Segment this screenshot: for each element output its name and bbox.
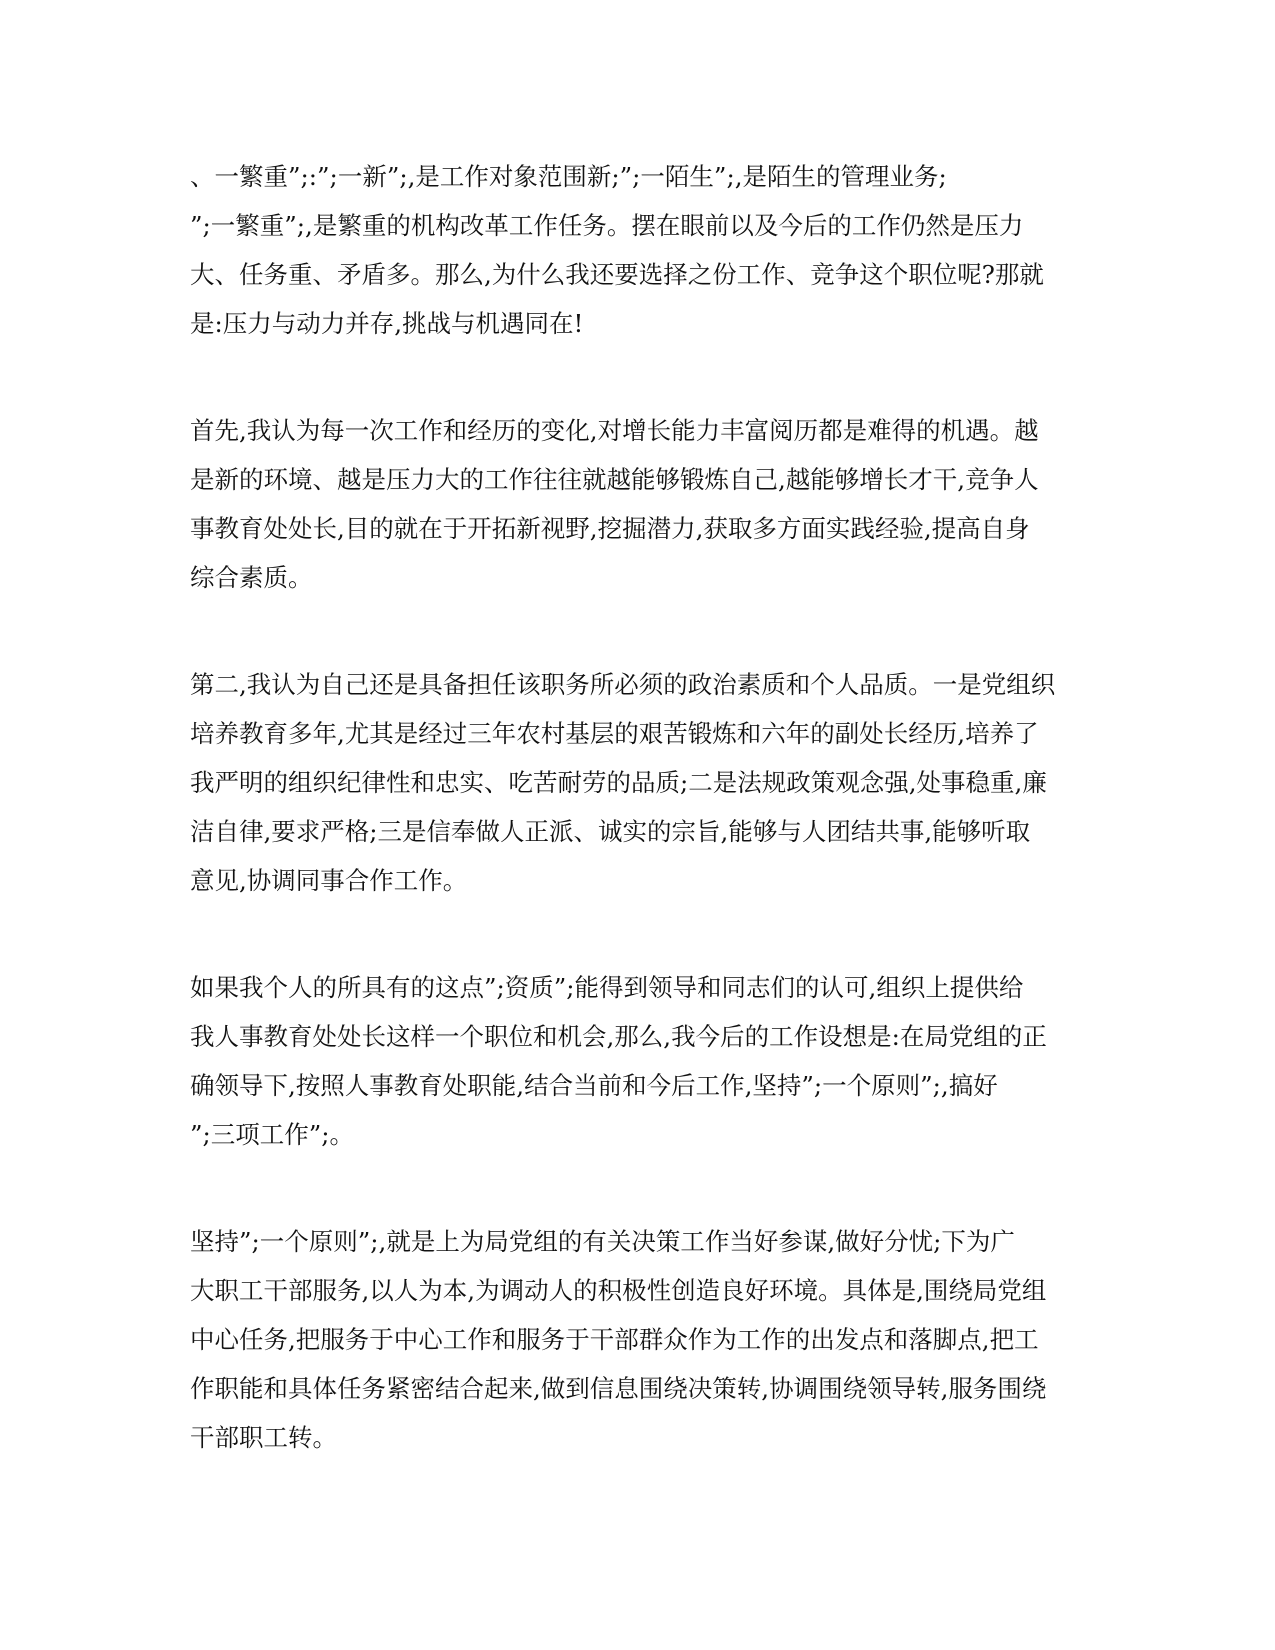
paragraph-line: 干部职工转。	[190, 1423, 337, 1452]
paragraph-line: 坚持”;一个原则”;,就是上为局党组的有关决策工作当好参谋,做好分忧;下为广	[190, 1227, 1015, 1256]
paragraph-line: 意见,协调同事合作工作。	[190, 866, 468, 895]
paragraph-line: 培养教育多年,尤其是经过三年农村基层的艰苦锻炼和六年的副处长经历,培养了	[190, 719, 1039, 748]
paragraph-line: 首先,我认为每一次工作和经历的变化,对增长能力丰富阅历都是难得的机遇。越	[190, 416, 1039, 445]
paragraph-1	[190, 152, 1095, 348]
paragraph-line: 、一繁重”;:”;一新”;,是工作对象范围新;”;一陌生”;,是陌生的管理业务;	[190, 162, 947, 191]
paragraph-5	[190, 1217, 1095, 1462]
paragraph-line: 确领导下,按照人事教育处职能,结合当前和今后工作,坚持”;一个原则”;,搞好	[190, 1071, 998, 1100]
paragraph-line: 大职工干部服务,以人为本,为调动人的积极性创造良好环境。具体是,围绕局党组	[190, 1276, 1047, 1305]
paragraph-3	[190, 660, 1095, 905]
paragraph-line: 中心任务,把服务于中心工作和服务于干部群众作为工作的出发点和落脚点,把工	[190, 1325, 1039, 1354]
paragraph-line: 洁自律,要求严格;三是信奉做人正派、诚实的宗旨,能够与人团结共事,能够听取	[190, 817, 1031, 846]
paragraph-line: 我严明的组织纪律性和忠实、吃苦耐劳的品质;二是法规政策观念强,处事稳重,廉	[190, 768, 1047, 797]
paragraph-line: 如果我个人的所具有的这点”;资质”;能得到领导和同志们的认可,组织上提供给	[190, 973, 1024, 1002]
paragraph-line: 大、任务重、矛盾多。那么,为什么我还要选择之份工作、竞争这个职位呢?那就	[190, 260, 1044, 289]
paragraph-2	[190, 406, 1095, 602]
paragraph-4	[190, 963, 1095, 1159]
paragraph-line: 事教育处处长,目的就在于开拓新视野,挖掘潜力,获取多方面实践经验,提高自身	[190, 514, 1030, 543]
paragraph-line: 第二,我认为自己还是具备担任该职务所必须的政治素质和个人品质。一是党组织	[190, 670, 1056, 699]
paragraph-line: 作职能和具体任务紧密结合起来,做到信息围绕决策转,协调围绕领导转,服务围绕	[190, 1374, 1047, 1403]
document-body	[190, 152, 1095, 1520]
paragraph-line: ”;三项工作”;。	[190, 1120, 355, 1149]
paragraph-line: ”;一繁重”;,是繁重的机构改革工作任务。摆在眼前以及今后的工作仍然是压力	[190, 211, 1024, 240]
paragraph-line: 是:压力与动力并存,挑战与机遇同在!	[190, 309, 584, 338]
paragraph-line: 综合素质。	[190, 563, 313, 592]
paragraph-line: 是新的环境、越是压力大的工作往往就越能够锻炼自己,越能够增长才干,竞争人	[190, 465, 1039, 494]
paragraph-line: 我人事教育处处长这样一个职位和机会,那么,我今后的工作设想是:在局党组的正	[190, 1022, 1047, 1051]
